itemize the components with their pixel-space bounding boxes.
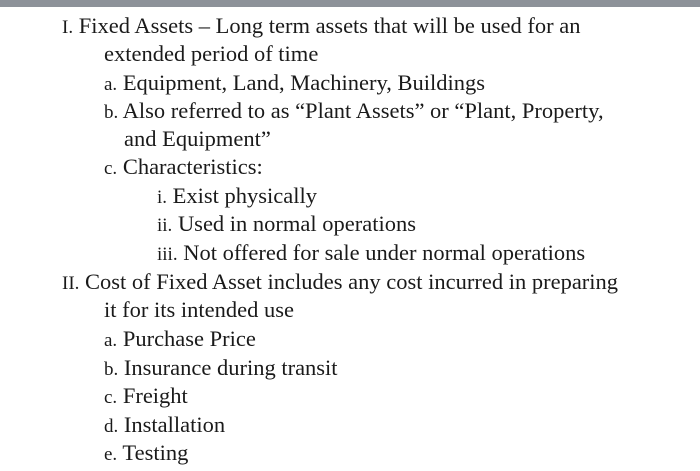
subitem-i-marker: i.	[157, 187, 168, 208]
section-2-item-a-text: Purchase Price	[122, 326, 256, 351]
section-1-item-a-marker: a.	[104, 74, 118, 95]
section-2-text-line1: Cost of Fixed Asset includes any cost incurred in preparing	[85, 269, 619, 294]
section-1-item-c-text: Characteristics:	[122, 154, 263, 179]
section-1-item-b-text-line2: and Equipment”	[124, 126, 271, 151]
subitem-i-text: Exist physically	[172, 183, 318, 208]
section-1-heading-continued	[104, 40, 318, 68]
section-2-item-b	[104, 354, 338, 384]
subitem-iii-text: Not offered for sale under normal operations	[183, 240, 586, 265]
section-2-item-a-marker: a.	[104, 330, 118, 351]
section-2-heading-continued	[104, 296, 294, 324]
section-1-item-c-subitem-i	[157, 182, 317, 212]
section-1-marker: I.	[62, 17, 74, 38]
section-1-item-b-marker: b.	[104, 102, 119, 123]
section-2-item-b-text: Insurance during transit	[123, 355, 338, 380]
section-1-item-a	[104, 69, 485, 99]
subitem-ii-text: Used in normal operations	[177, 211, 417, 236]
section-1-heading	[62, 12, 581, 42]
section-2-item-e	[104, 439, 188, 469]
section-2-item-c-text: Freight	[122, 383, 188, 408]
subitem-iii-marker: iii.	[157, 244, 178, 265]
section-2-item-c	[104, 382, 188, 412]
section-1-item-b-continued	[124, 125, 271, 153]
section-2-marker: II.	[62, 273, 80, 294]
subitem-ii-marker: ii.	[157, 215, 173, 236]
section-1-item-c-subitem-iii	[157, 239, 585, 269]
section-2-item-c-marker: c.	[104, 387, 118, 408]
section-2-text-line2: it for its intended use	[104, 297, 294, 322]
section-1-text-line2: extended period of time	[104, 41, 319, 66]
section-1-item-a-text: Equipment, Land, Machinery, Buildings	[122, 70, 486, 95]
section-1-text-line1: Fixed Assets – Long term assets that will be used for an	[78, 13, 581, 38]
section-2-heading	[62, 268, 618, 298]
section-2-item-e-marker: e.	[104, 444, 118, 465]
section-1-item-b	[104, 97, 604, 127]
section-2-item-b-marker: b.	[104, 359, 119, 380]
section-1-item-c-subitem-ii	[157, 210, 416, 240]
section-2-item-d	[104, 411, 225, 441]
section-2-item-d-marker: d.	[104, 416, 119, 437]
section-1-item-c-marker: c.	[104, 158, 118, 179]
section-2-item-e-text: Testing	[122, 440, 189, 465]
section-2-item-d-text: Installation	[123, 412, 226, 437]
section-1-item-b-text-line1: Also referred to as “Plant Assets” or “Plant, Property,	[122, 98, 604, 123]
section-1-item-c	[104, 153, 263, 183]
section-2-item-a	[104, 325, 256, 355]
